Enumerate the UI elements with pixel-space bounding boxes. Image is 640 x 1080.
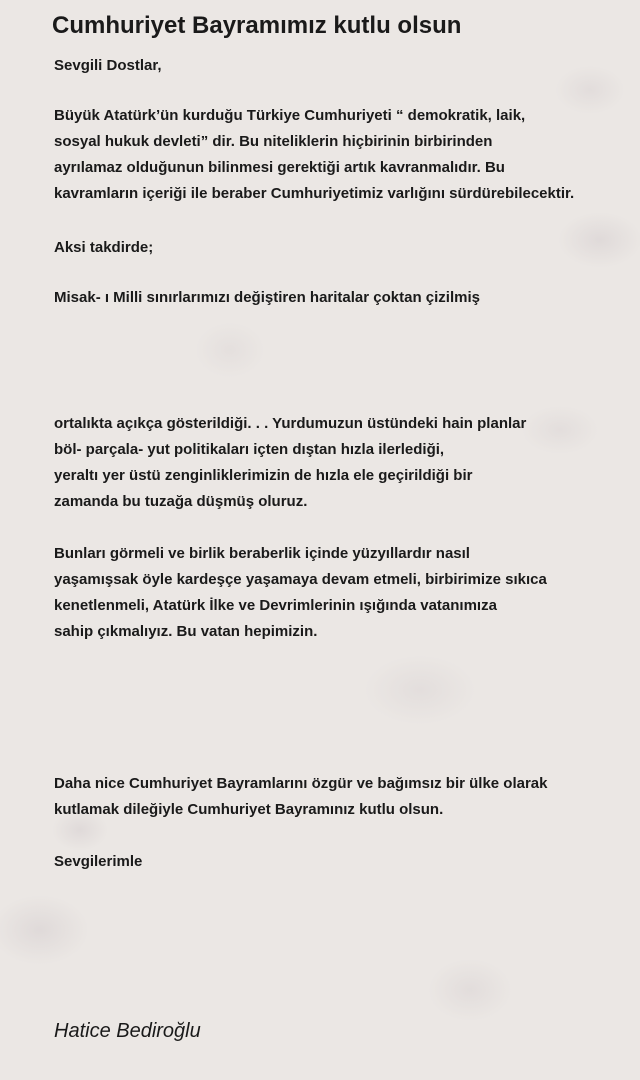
poem-line: ayrılamaz olduğunun bilinmesi gerektiği artık kavranmalıdır. Bu [54,159,505,176]
poem-line: zamanda bu tuzağa düşmüş oluruz. [54,493,308,510]
poem-line: ortalıkta açıkça gösterildiği. . . Yurdumuzun üstündeki hain planlar [54,415,527,432]
paragraph-3: Misak- ı Milli sınırlarımızı değiştiren haritalar çoktan çizilmiş [54,289,480,306]
paragraph-6 [54,771,548,823]
poem-line: böl- parçala- yut politikaları içten dıştan hızla ilerlediği, [54,441,445,458]
paragraph-2: Aksi takdirde; [54,239,154,256]
poem-line: kenetlenmeli, Atatürk İlke ve Devrimlerinin ışığında vatanımıza [54,597,497,614]
poem-line: Büyük Atatürk’ün kurduğu Türkiye Cumhuriyeti “ demokratik, laik, [54,107,526,124]
poem-line: kutlamak dileğiyle Cumhuriyet Bayramınız kutlu olsun. [54,801,444,818]
poem-line: Bunları görmeli ve birlik beraberlik içinde yüzyıllardır nasıl [54,545,470,562]
paragraph-4 [54,411,526,515]
paragraph-5 [54,541,547,645]
closing: Sevgilerimle [54,853,143,870]
poem-line: sosyal hukuk devleti” dir. Bu niteliklerin hiçbirinin birbirinden [54,133,493,150]
poem-line: Daha nice Cumhuriyet Bayramlarını özgür ve bağımsız bir ülke olarak [54,775,548,792]
poem-line: sahip çıkmalıyız. Bu vatan hepimizin. [54,623,318,640]
poem-line: yaşamışsak öyle kardeşçe yaşamaya devam etmeli, birbirimize sıkıca [54,571,547,588]
paragraph-1 [54,103,574,207]
poem-line: kavramların içeriği ile beraber Cumhuriyetimiz varlığını sürdürebilecektir. [54,185,575,202]
greeting: Sevgili Dostlar, [54,57,162,74]
author-signature: Hatice Bediroğlu [54,1020,201,1042]
poem-title: Cumhuriyet Bayramımız kutlu olsun [52,12,462,39]
poem-line: yeraltı yer üstü zenginliklerimizin de hızla ele geçirildiği bir [54,467,473,484]
